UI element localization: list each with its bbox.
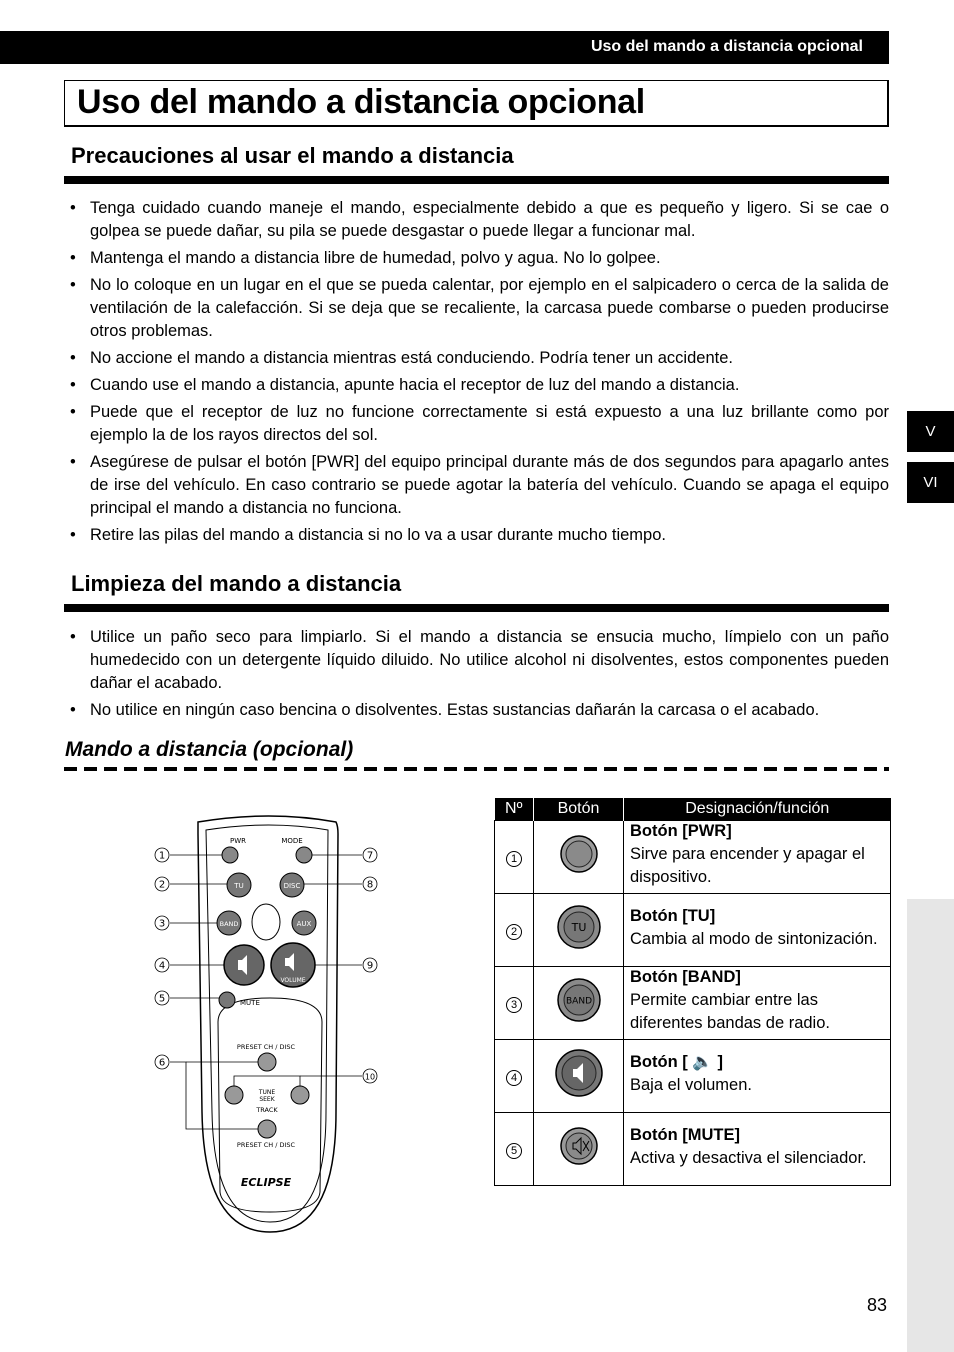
row-description: Activa y desactiva el silenciador.	[630, 1148, 867, 1167]
list-item: • Mantenga el mando a distancia libre de humedad, polvo y agua. No lo golpee.	[70, 247, 889, 270]
volume-label: VOLUME	[280, 977, 306, 984]
pwr-label: PWR	[229, 837, 247, 845]
row-description: Sirve para encender y apagar el dispositivo.	[630, 845, 865, 886]
table-header-row	[495, 798, 891, 820]
subsection-remote-title: Mando a distancia (opcional)	[65, 738, 354, 761]
seek-down-button	[225, 1086, 243, 1104]
preset-top-label: PRESET CH / DISC	[236, 1043, 296, 1051]
cleaning-list	[70, 626, 889, 726]
callout-2: 2	[158, 879, 166, 891]
tu-icon-label: TU	[571, 921, 586, 934]
callout-9: 9	[366, 960, 374, 972]
section-precautions-title: Precauciones al usar el mando a distancia	[71, 143, 514, 168]
table-row	[495, 893, 891, 966]
row-number: 4	[506, 1070, 522, 1086]
tu-label: TU	[234, 882, 244, 890]
band-label: BAND	[219, 920, 239, 928]
row-title: Botón [BAND]	[630, 968, 741, 986]
row-title: Botón [ 🔈 ]	[630, 1052, 723, 1071]
row-number: 3	[506, 997, 522, 1013]
precautions-list	[70, 197, 889, 551]
volume-down-button-icon	[554, 1048, 604, 1098]
page-number: 83	[867, 1295, 888, 1315]
callout-8: 8	[366, 879, 374, 891]
tune-label: TUNE	[258, 1089, 276, 1096]
page-title-box	[64, 80, 889, 127]
seek-label: SEEK	[259, 1096, 275, 1103]
callout-5: 5	[158, 993, 166, 1005]
preset-up-button	[258, 1053, 276, 1071]
row-title: Botón [TU]	[630, 906, 716, 925]
callout-3: 3	[158, 918, 166, 930]
pwr-button	[222, 847, 238, 863]
row-description: Baja el volumen.	[630, 1075, 752, 1094]
row-number: 1	[506, 851, 522, 867]
column-header-number: Nº	[495, 798, 534, 820]
callout-4: 4	[158, 960, 166, 972]
running-header-bar	[0, 31, 889, 64]
mute-button	[219, 992, 235, 1008]
table-row	[495, 1112, 891, 1185]
tu-button-icon	[556, 904, 602, 950]
callout-1: 1	[158, 850, 166, 862]
mute-button-icon	[559, 1126, 599, 1166]
table-row	[495, 1039, 891, 1112]
row-title: Botón [MUTE]	[630, 1125, 740, 1144]
row-number: 5	[506, 1143, 522, 1159]
ir-sensor	[252, 904, 280, 940]
row-description: Permite cambiar entre las diferentes bandas de radio.	[630, 991, 830, 1032]
chapter-tab-vi[interactable]: VI	[907, 462, 954, 503]
dashed-rule	[64, 767, 889, 771]
preset-bottom-label: PRESET CH / DISC	[236, 1141, 296, 1149]
brand-logo: ECLIPSE	[240, 1176, 292, 1189]
column-header-function: Designación/función	[624, 798, 891, 820]
chapter-tab-v[interactable]: V	[907, 411, 954, 452]
section-rule	[64, 176, 889, 184]
row-title: Botón [PWR]	[630, 822, 732, 840]
seek-up-button	[291, 1086, 309, 1104]
section-rule	[64, 604, 889, 612]
track-label: TRACK	[256, 1106, 278, 1114]
section-cleaning-title: Limpieza del mando a distancia	[71, 571, 402, 596]
callout-10: 10	[364, 1072, 376, 1082]
column-header-button: Botón	[534, 798, 624, 820]
list-item: • Utilice un paño seco para limpiarlo. Si el mando a distancia se ensucia mucho, límpielo con un paño humedecido con un detergente líquido diluido. No utilice alcohol ni disolventes, estos componentes pueden dañar el acabado.	[70, 626, 889, 695]
page-title: Uso del mando a distancia opcional	[77, 83, 645, 121]
list-item: • No lo coloque en un lugar en el que se pueda calentar, por ejemplo en el salpicadero o cerca de la salida de ventilación de la calefacción. Si se deja que se recaliente, la carcasa puede combarse o pueden producirse otros problemas.	[70, 274, 889, 343]
band-icon-label: BAND	[565, 996, 592, 1007]
list-item: • Retire las pilas del mando a distancia si no lo va a usar durante mucho tiempo.	[70, 524, 889, 547]
button-function-table	[494, 798, 891, 1186]
side-margin-strip	[907, 899, 954, 1352]
list-item: • Puede que el receptor de luz no funcione correctamente si está expuesto a una luz brillante como por ejemplo la de los rayos directos del sol.	[70, 401, 889, 447]
list-item: • No utilice en ningún caso bencina o disolventes. Estas sustancias dañarán la carcasa o el acabado.	[70, 699, 889, 722]
callout-6: 6	[158, 1057, 166, 1069]
list-item: • Cuando use el mando a distancia, apunte hacia el receptor de luz del mando a distancia.	[70, 374, 889, 397]
pwr-button-icon	[559, 834, 599, 874]
remote-control-illustration	[150, 812, 390, 1247]
preset-down-button	[258, 1120, 276, 1138]
list-item: • No accione el mando a distancia mientras está conduciendo. Podría tener un accidente.	[70, 347, 889, 370]
mode-button	[296, 847, 312, 863]
band-button-icon	[556, 977, 602, 1023]
mode-label: MODE	[281, 837, 303, 845]
table-row	[495, 820, 891, 893]
row-number: 2	[506, 924, 522, 940]
list-item: • Asegúrese de pulsar el botón [PWR] del equipo principal durante más de dos segundos para apagarlo antes de irse del vehículo. En caso contrario se puede agotar la batería del vehículo. Cuando se apaga el equipo principal el mando a distancia no funciona.	[70, 451, 889, 520]
aux-label: AUX	[296, 920, 312, 928]
callout-7: 7	[366, 850, 374, 862]
list-item: • Tenga cuidado cuando maneje el mando, especialmente debido a que es pequeño y ligero. Si se cae o golpea se puede dañar, su pila se puede desgastar o puede llegar a funcionar mal.	[70, 197, 889, 243]
row-description: Cambia al modo de sintonización.	[630, 929, 878, 948]
table-row	[495, 966, 891, 1039]
mute-label: MUTE	[240, 999, 260, 1007]
disc-label: DISC	[283, 882, 301, 890]
running-header-title: Uso del mando a distancia opcional	[590, 38, 863, 55]
